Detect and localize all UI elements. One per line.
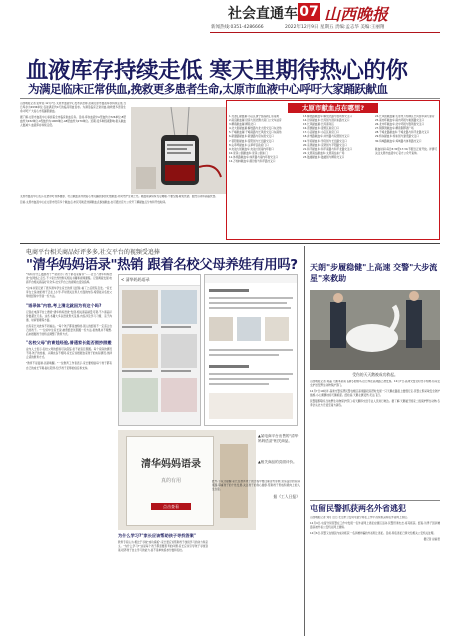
right-body-2: 12月7日10时许,高速交警巡逻民警在辖区高速路段巡逻时发现一只天鹅在路面上缓慢行走,民警立即采取安全防护措施,小心翼翼地将天鹅抱起。经检查,天鹅左翼受伤,无法飞行。 (310, 390, 440, 398)
right-body-col2 (310, 516, 440, 636)
story2-subhead-2: "名校父母"的育娃经验,普通家长能否照抄照搬 (26, 340, 112, 346)
story2-col1 (26, 273, 112, 633)
masthead (0, 0, 450, 40)
story2-body-2: "这本书里记录了很多清华学生家长的育儿经验,看了之后很有启发。"家长李女士说,她的孩子正在上小学,平时很关注育儿方面的内容,希望能从名校父母的经验中学到一些方法。 (26, 287, 112, 299)
phone-header: < 清华妈妈语录 (119, 275, 200, 286)
masthead-hotline: 新闻热线:0351-4286666 (211, 25, 264, 30)
lead-body-4: 目前,太原市血液中心在太原市设有多个献血点,市民可就近选择献血点参加献血,也可通过官方公众号了解献血点分布和开放时间。 (20, 201, 168, 205)
lead-body-3: 太原市血液中心表示,在此呼吁身体健康、符合献血条件的爱心市民踊跃参加无偿献血,共同守护生命之光。献血前请保持充足睡眠,不要空腹,避免饮酒、剧烈运动和高脂饮食。 (20, 195, 218, 198)
blood-bag-image (131, 107, 226, 194)
swan-photo (310, 290, 440, 370)
masthead-rule (210, 32, 440, 33)
section-rule-1 (20, 243, 440, 244)
story2-subhead-1: "语录体"内容,考上清北就因为有这个吗? (26, 302, 102, 308)
donation-sites-col3: 24.长风街献血屋:太原市万柏林区长风街华润大厦旁 25.南内环献血车:南内环街与桃园路交叉口 26.北中环献血车:北中环街与胜利街交叉口 27.铜锣湾献血车:柳巷铜锣湾广场 28.千峰北路献血车:千峰北路与和平北路交叉口 29.桥东献血车:桥东街与建设路交叉口 30.坞城路献血车:坞城路与体育路交叉口 献血时间:每日8:30至17:30,节假日正常开放。详情可关注太原市血液中心官方公众号查询。 (375, 115, 437, 155)
right-title-2: 屯留民警抓获两名外省逃犯 (310, 504, 406, 513)
book-cover-cta[interactable]: 点击查看 (151, 503, 191, 510)
masthead-section: 社会直通车 (228, 6, 298, 22)
phone-screenshot-1 (118, 274, 201, 426)
donation-sites-box (226, 100, 440, 240)
story2-body-4: 也有家长对此持不同看法。"每个孩子都是独特的,别人的经验不一定适合自己的孩子。"一位初中生家长说,她曾经尝试照搬一些方法,但效果并不理想,后来根据孩子的特点调整了教育方式。 (26, 324, 112, 337)
blood-bag-photo (131, 107, 226, 194)
phone-review-page (205, 275, 297, 425)
book-cover (126, 436, 214, 526)
story2-subhead-3: 为什么学习?"家长应该帮助孩子寻找答案" (118, 533, 196, 538)
right-body-5: 12月4日,屯留分局民警在工作中发现一名外省网上逃犯在辖区活动,民警迅速出击,将其抓获。经查,该男子因涉嫌盗窃被外省公安机关网上通缉。 (310, 522, 440, 530)
donation-sites-title: 太原市献血点在哪里? (288, 103, 378, 113)
story2-body-3: 记者在电商平台上搜索"清华妈妈语录"发现,相关商品销量可观,不少商品评价数超过万条。这些书籍大多以语录形式呈现,内容涉及学习习惯、亲子沟通、时间管理等方面。 (26, 310, 112, 322)
swan-rescue-image (310, 290, 440, 370)
lead-rule (20, 98, 440, 99)
right-body-1: 山西晚报记者 郭晶 天鹅本是南飞越冬的候鸟,近日却在高速路上被发现。12月7日,高速交警及时出手相救,将其安全护送至野生动物保护部门。 (310, 380, 440, 388)
phone-screenshot-2 (204, 274, 298, 426)
lead-title: 血液库存持续走低 寒天里期待热心的你 (26, 58, 408, 84)
book-cover-title: 清华妈妈语录 (141, 459, 201, 470)
story2-kicker: 电商平台相关商品好评多多,社交平台的视频受追捧 (26, 249, 160, 256)
story2-body-8: "教育不是复制,而是唤醒。"一位教育工作者表示,家长要相信每个孩子都有自己的成长节奏,耐心陪伴,给予孩子足够的信任和支持。 (26, 362, 112, 370)
story2-title: "清华妈妈语录"热销 跟着名校父母养娃有用吗? (26, 258, 298, 273)
right-body-3: 民警随即联系当地野生动物保护部门,将天鹅移交给专业人员进行救治。据了解,天鹅属于国家二级保护野生动物,冬季会从北方迁徙至南方越冬。 (310, 400, 440, 408)
right-body-col (310, 380, 440, 498)
lead-body-2: 据了解,太原市血液中心承担着全市临床供血任务。目前,库存血液中A型血约为726单位,B型血约为932单位,O型血约为1008单位,AB型血约为270单位。近期,受多种因素影响,街头献血人数减少,血液库存持续走低。 (20, 116, 126, 128)
donation-sites-col2: 13.解放路献血车:解放北路与胜利桥交叉口 14.汾河献血车:长风街与滨河东路交叉口 15.长风献血屋:长风商务区 16.晋源献血车:晋源区政府门口 17.小店献血车:小店区政府门口 18.并州路献血车:并州路与双塔街交叉口 19.学府献血车:学府街与长治路交叉口 20.亲贤献血车:亲贤街与平阳路交叉口 21.和平献血车:和平南路与和平北路交叉口 22.太原南站献血车:太原南站东广场 23.鼓楼献血车:鼓楼街与柳巷交叉口 (303, 115, 353, 159)
story2-col2 (118, 533, 208, 633)
story2-body-7: 此外,专家还提醒,家长在教育孩子的过程中要注重言传身教,营造良好的家庭氛围,尊重孩子的个性发展,关注孩子的身心健康,帮助孩子形成积极向上的人生态度。 (212, 480, 300, 492)
masthead-paper-name: 山西晚报 (324, 5, 389, 24)
story2-col3 (212, 480, 300, 636)
right-rule (310, 500, 440, 501)
masthead-page-no: 07 (299, 4, 319, 20)
story2-caption-2: ▲相关商品的页面评价。 (258, 460, 297, 464)
story2-body-6: 教育专家认为,相比于寻找"成功模板",家长更应该帮助孩子找到学习的动力和意义。"为什么学习?"这是每个孩子都需要思考的问题,家长应该引导孩子寻找答案,培养孩子自主学习的能力,而不是单纯追求分数和名校。 (118, 541, 208, 553)
right-body-4: 山西晚报记者 刘月 近日,长治市公安局屯留分局在工作中,连续抓获两名外省网上逃犯。 (310, 516, 410, 519)
donation-sites-col1: 1.龙潭汇献血屋:小店区康宁街高新汇东南角 2.南宫献血屋:迎泽大街北侧大南门公交车站旁 3.柳巷献血屋:柳巷北口 4.北大街献血屋:解放路与北大街交叉口东北角 5.千峰献血屋:千峰南路与长风街交叉口东南角 6.新建路献血车:新建路与府东街交叉口 7.晋阳街献血车:晋阳街与长治路交叉口 8.尖草坪献血车:尖草坪区政府门口 9.友谊大街献血车:友谊大街南内环街口 10.迎泽公园献血车:迎泽公园东门 11.体育路献血车:体育路与南内环街交叉口 12.万柏林献血车:漪汾街与和平路交叉口 (229, 115, 282, 164)
right-body-6: 12月6日,民警又在辖区内成功抓获一名涉嫌诈骗的外省网上逃犯。目前,两名逃犯已移交给相关公安机关处理。 (310, 532, 436, 536)
column-divider (304, 246, 305, 636)
story2-body-5: 业内人士表示,名校父母的经验可以借鉴,但不能盲目照搬。每个家庭的情况不同,孩子的性格、兴趣也各不相同,家长应该根据自家孩子的实际情况,选择合适的教育方式。 (26, 348, 112, 360)
lead-body-col1b (20, 195, 224, 240)
story2-caption-1: ▲某电商平台出售的"清华妈妈语录"相关商品。 (258, 434, 299, 443)
lead-subtitle: 为满足临床正常供血,挽救更多患者生命,太原市血液中心呼吁大家踊跃献血 (28, 82, 388, 96)
swan-caption: 受伤的天天鹅被成功救起。 (352, 372, 398, 377)
story2-byline-end: 据《工人日报》 (273, 494, 300, 500)
lead-body-1: 山西晚报记者 张梦茹 12月7日,太原市血液中心发布消息称,近期太原市血液库存持续走低,当日库存为2936单位,仅能满足约4天的临床用血需求。为满足临床正常供血,挽救更多患者生命,呼吁广大爱心市民踊跃献血。 (20, 102, 126, 114)
right-byline-end: 据记者 赵丽君 (423, 538, 440, 542)
phone-product-grid (119, 286, 200, 426)
book-cover-sub: 真的有用 (160, 478, 181, 484)
story2-body-1: "妈妈为什么鼓励孩子""爸爸为了孩子都在家看书"……近日,"清华妈妈语录"在网络上走红,不少家长纷纷购买相关书籍和视频课程。记者调查发现,电商平台相关商品好评众多,社交平台上的视频也受到追捧。 (26, 273, 112, 285)
masthead-date-line: 2022年12月9日 星期五 责编:孟志华 美编:王丽翔 (285, 25, 385, 30)
right-title-1: 天朗"步履稳健"上高速 交警"大步流星"来救助 (310, 263, 438, 283)
